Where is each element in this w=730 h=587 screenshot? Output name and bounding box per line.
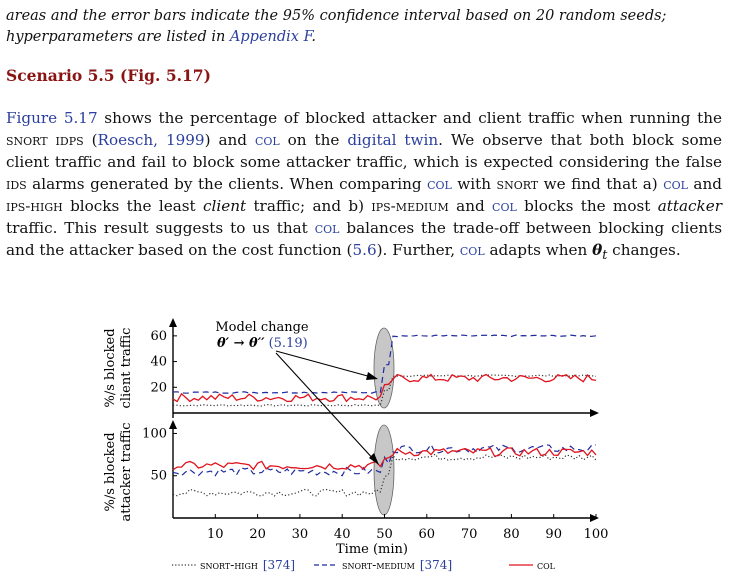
col-link[interactable]: col: [492, 197, 517, 215]
legend-label-snort-high: snort-high [374]: [200, 558, 296, 572]
ips-medium-term: ips-medium: [371, 197, 449, 215]
digital-twin-link[interactable]: digital twin: [347, 131, 439, 149]
text: balances the trade-off between blocking clients and the attacker based on the cost function (: [6, 219, 722, 259]
snort-term: snort: [496, 175, 539, 193]
xtick-label: 10: [207, 527, 224, 542]
equation-link[interactable]: 5.6: [352, 241, 377, 259]
col-link[interactable]: col: [314, 219, 340, 237]
col-link[interactable]: col: [459, 241, 485, 259]
caption-suffix: .: [311, 29, 316, 45]
bottom-ylabel-1: %/s blocked: [103, 432, 118, 512]
text: blocks the most: [516, 197, 658, 215]
theta-symbol: θ: [592, 241, 603, 259]
annotation-ref: (5.19): [268, 336, 308, 351]
col-link[interactable]: col: [663, 175, 688, 193]
caption-line1: areas and the error bars indicate the 95% confidence interval based on 20 random seeds;: [6, 8, 667, 24]
theta-subscript: t: [602, 247, 608, 263]
text: on the: [279, 131, 348, 149]
top-y-arrow: [169, 318, 177, 327]
xtick-label: 80: [503, 527, 520, 542]
top-ylabel-2: client traffic: [119, 327, 134, 409]
xtick-label: 100: [583, 527, 609, 542]
text: changes.: [607, 241, 681, 259]
bottom-y-arrow: [169, 420, 177, 429]
bottom_panel-ytick-label: 50: [150, 468, 167, 484]
annotation-formula-text: θ′ → θ′′: [217, 336, 265, 351]
annotation-formula: [217, 336, 308, 351]
xtick-label: 90: [545, 527, 562, 542]
snort-term: snort: [6, 131, 48, 149]
top_panel-ytick-label: 60: [150, 328, 167, 344]
text: and: [448, 197, 493, 215]
section-heading: Scenario 5.5 (Fig. 5.17): [6, 66, 211, 85]
bottom-x-arrow: [590, 514, 599, 522]
text: and: [687, 175, 722, 193]
figure-link[interactable]: Figure 5.17: [6, 109, 98, 127]
legend-ref: [374]: [262, 558, 296, 572]
citation-link[interactable]: Roesch, 1999: [97, 131, 205, 149]
ids-term: ids: [6, 175, 27, 193]
text: ). Further,: [376, 241, 460, 259]
change-marker-bottom: [374, 425, 394, 515]
top_panel-ytick-label: 20: [150, 380, 167, 396]
text: traffic; and b): [246, 197, 372, 215]
xtick-label: 50: [376, 527, 393, 542]
top-x-arrow: [590, 409, 599, 417]
text: . We observe that both block some client traffic and fail to block some attacker traffic, which is expected considering the false: [6, 131, 722, 171]
x-axis-label: Time (min): [336, 542, 408, 557]
attacker-emphasis: attacker: [657, 197, 722, 215]
text: (: [83, 131, 98, 149]
top-ylabel-1: %/s blocked: [103, 328, 118, 408]
xtick-label: 60: [418, 527, 436, 542]
caption-line2-prefix: hyperparameters are listed in: [6, 29, 230, 45]
text: adapts when: [484, 241, 593, 259]
legend-ref: [374]: [419, 558, 453, 572]
xtick-label: 20: [249, 527, 266, 542]
bottom-ylabel-2: attacker traffic: [119, 422, 134, 522]
text: we find that a): [538, 175, 664, 193]
legend-label-col: col: [537, 558, 555, 572]
annotation-arrow-top: [276, 351, 375, 378]
text: traffic. This result suggests to us that: [6, 219, 315, 237]
text: shows the percentage of blocked attacker and client traffic when running the: [97, 109, 722, 127]
xtick-label: 70: [460, 527, 478, 542]
ips-high-term: ips-high: [6, 197, 63, 215]
client-emphasis: client: [203, 197, 247, 215]
xtick-label: 30: [291, 527, 309, 542]
text: ) and: [204, 131, 255, 149]
col-link[interactable]: col: [254, 131, 280, 149]
appendix-link[interactable]: Appendix F: [229, 29, 312, 45]
text: with: [451, 175, 497, 193]
annotation-arrow-bottom: [276, 353, 376, 462]
idps-term: idps: [55, 131, 84, 149]
text: alarms generated by the clients. When comparing: [26, 175, 428, 193]
legend-label-snort-medium: snort-medium [374]: [342, 558, 453, 572]
col-link[interactable]: col: [427, 175, 452, 193]
xtick-label: 40: [333, 527, 351, 542]
top_panel-ytick-label: 40: [150, 354, 167, 370]
text: blocks the least: [62, 197, 204, 215]
bottom_panel-ytick-label: 100: [142, 426, 167, 442]
annotation-title: Model change: [215, 320, 309, 335]
